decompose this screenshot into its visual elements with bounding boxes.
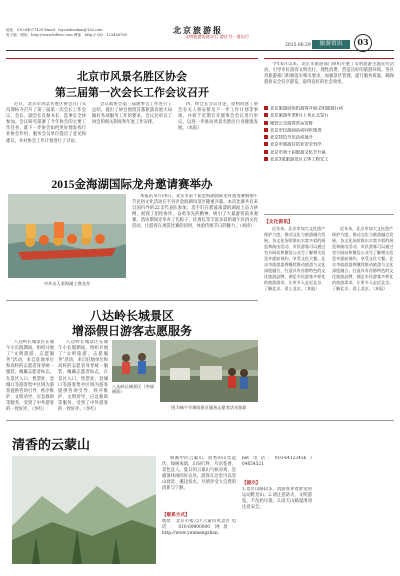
bullet-icon <box>264 142 268 146</box>
brief-item[interactable]: 北京3家旅游景区主体工程完工 <box>264 157 394 164</box>
sidebar-body-col1: 近年来，北京市加大文化遗产保护力度，推动文化与旅游融合发展。各文化场馆推出丰富多彩的展览和演出活动，市民游客可以通过官方网站和微信公众号了解相关信息并提前预约，享受文化大餐。北京市旅游委将继续推动旅游与文化深度融合，打造具有首都特色的文化旅游品牌，满足市民游客多样化的旅游需求，让更多人走近北京、了解北京、爱上北京。（本报） <box>264 226 326 291</box>
tips-title: 【提示】 <box>242 481 261 486</box>
article-body-col1: 如画中的云蒙山，清秀的山峦起伏，绿树成荫，山泉叮咚，鸟语花香，景色宜人。夏日的云蒙山气候凉爽，是避暑休闲的好去处。游客在这里可以登山观景、溪边戏水，尽情享受大自然的清新与宁静。 <box>162 456 236 492</box>
header-website: 电子版：网址：http://www.bdlvzc.com 博客：http:// QQ：123456789 <box>6 33 127 37</box>
yunmengshan-photo <box>12 456 156 564</box>
volunteer-photo-small <box>112 340 156 382</box>
article-body-col2: 八达岭长城景区在端午小长假期间，组织开展了"文明旅游、志愿服务"活动，来自驻地单位和高校的志愿者身穿统一服装，佩戴志愿者标志，在景区入口、售票处、登城口等游客集中区域为游客提供咨询引导、秩序维护、文明劝导、应急救助等服务，受到了中外游客的一致好评。（李红） <box>58 340 108 413</box>
header-slogan: 文明旅游促进京行 游往另一道出行 <box>184 34 250 39</box>
bullet-icon <box>264 128 268 132</box>
bullet-icon <box>264 121 268 125</box>
volunteer-image-large <box>160 340 258 402</box>
article-body: 本报讯 6月14日，北京市第十届金海湖国际龙舟邀请赛暨端午节民俗文化活动在平谷区金海湖风景区隆重开幕。本次比赛共有来自国内外的22支代表队参加，选手们在碧波荡漾的湖面上奋力拼搏，展现了团结协作、奋勇争先的精神，吸引了大量游客前来观赛。活动期间还举办了包粽子、挂香包等丰富多彩的端午民俗文化活动，让游客在观赏比赛的同时，体验传统节日的魅力。（刘涛） <box>132 194 258 230</box>
article-top-rule <box>6 420 394 421</box>
volunteer-image-small <box>112 340 156 382</box>
article-title-line1: 北京市风景名胜区协会 <box>77 71 187 83</box>
bullet-icon <box>264 106 268 110</box>
article-body-col2: 会议就协会第三届理事会工作进行了总结，提出了协会围绕首都旅游发展大局做好各项服务工作的要求，会议还审议了协会的相关制度和年度工作安排。 <box>92 102 172 126</box>
bullet-icon <box>264 157 268 161</box>
tips-body: 1.景区山路较多，请游客穿着舒适的运动鞋登山；2.请注意防火，文明游览，不乱扔垃圾；3.雨天山路湿滑请注意安全。 <box>242 487 312 511</box>
header-address: 地址：010-64577429 Email：lvyouzhoukan@126.com <box>6 28 103 32</box>
article-body-col1: 近日，北京市风景名胜区协会在门头沟潭柘寺召开了第三届第一次会长工作会议。会长、副会长及秘书长、监事长全体参加。会议研究部署了今年协会的主要工作任务，就下一步协会如何更好地发挥行业协会作用、服务会员单位提出了意见和建议，并对协会工作计划进行了讨论。 <box>6 102 86 144</box>
header-date: 2015.06.29 <box>285 43 311 48</box>
mountain-image <box>12 456 156 564</box>
dragon-boat-image <box>8 194 126 278</box>
article-title-line1: 八达岭长城景区 <box>89 309 174 323</box>
bullet-icon <box>264 135 268 139</box>
article-title-line2: 增添假日游客志愿服务 <box>71 324 192 338</box>
bullet-icon <box>264 113 268 117</box>
brief-item[interactable]: 北京市民游园活动同步推进 <box>264 128 394 135</box>
brief-item[interactable]: 北京市旅游住宿业安全有序 <box>264 142 394 149</box>
sidebar-body-col2: 近年来，北京市加大文化遗产保护力度，推动文化与旅游融合发展。各文化场馆推出丰富多彩的展览和演出活动，市民游客可以通过官方网站和微信公众号了解相关信息并提前预约，享受文化大餐。北京市旅游委将继续推动旅游与文化深度融合，打造具有首都特色的文化旅游品牌，满足市民游客多样化的旅游需求，让更多人走近北京、了解北京、爱上北京。（本报） <box>332 226 394 291</box>
brief-news <box>264 58 394 208</box>
brief-item[interactable]: 北京特色节庆活动展开 <box>264 135 394 142</box>
article-title-line2: 第三届第一次会长工作会议召开 <box>55 87 209 99</box>
article-body-col3: 四、经会长会议讨论，原则同意了协会有关人事安排及下一步工作计划等事项，并将于近期召开理事会会议进行审议，以进一步推动风景名胜区行业健康发展。（本报） <box>178 102 258 132</box>
brief-item[interactable]: 地铁公交游客营运安排 <box>264 121 394 128</box>
brief-body: 今年6月以来，北京市旅游部门组织开展了文明旅游主题宣传活动，引导市民游客文明出行、理性消费，营造良好的旅游环境。各区县旅游部门积极落实相关要求，加强景区管理，提升服务质量，确保游客安全有序游览，取得良好的社会效果。 <box>264 62 394 86</box>
page-number: 03 <box>357 37 369 47</box>
volunteer-photo-small-caption: 八达岭长城景区（李丽 摄影） <box>112 384 154 394</box>
contact-body: 地址：北京市密云区云蒙山风景区 电话：010-69000000 网址：http://www.yunmengshan. <box>162 519 236 537</box>
brief-top-rule <box>264 58 394 59</box>
article-top-rule <box>6 58 258 59</box>
page-header <box>0 0 400 46</box>
section-badge: 旅游资讯 <box>312 40 350 49</box>
brief-item[interactable]: 北京旅游局组织游客开展文明旅游行动 <box>264 106 394 113</box>
article-body-col3: net 电话：010-64123456 / 64654321 <box>242 456 312 468</box>
article-association <box>6 58 258 176</box>
article-yunmengshan <box>6 420 394 570</box>
brief-item[interactable]: 北京市第十届旅游文化节开幕 <box>264 150 394 157</box>
culture-sidebar <box>264 214 394 414</box>
article-title: 清香的云蒙山 <box>12 437 91 452</box>
brief-item[interactable]: 北京旅游年票6月上旬正式发行 <box>264 113 394 120</box>
sidebar-title: 【文化资讯】 <box>264 219 293 225</box>
dragon-boat-caption: 中外友人金海湖上赛龙舟 <box>43 281 91 286</box>
brief-list <box>264 106 394 164</box>
volunteer-photo-large <box>160 340 258 402</box>
dragon-boat-photo <box>8 194 126 278</box>
article-dragon-boat <box>6 176 258 296</box>
bullet-icon <box>264 150 268 154</box>
contact-title: 【联系方式】 <box>162 513 190 518</box>
article-title: 2015金海湖国际龙舟邀请赛举办 <box>51 179 213 191</box>
masthead: 北京旅游报 <box>173 25 223 35</box>
article-body-col1: 八达岭长城景区在端午小长假期间，组织开展了"文明旅游、志愿服务"活动，来自驻地单位和高校的志愿者身穿统一服装，佩戴志愿者标志，在景区入口、售票处、登城口等游客集中区域为游客提供咨询引导、秩序维护、文明劝导、应急救助等服务，受到了中外游客的一致好评。（李红） <box>6 340 54 413</box>
article-top-rule <box>6 300 258 301</box>
header-rule <box>6 50 394 51</box>
article-badaling <box>6 300 258 418</box>
sidebar-top-rule <box>264 214 394 215</box>
volunteer-photo-large-caption: 图为端午节期间景区服务志愿者活动掠影 <box>171 405 247 410</box>
